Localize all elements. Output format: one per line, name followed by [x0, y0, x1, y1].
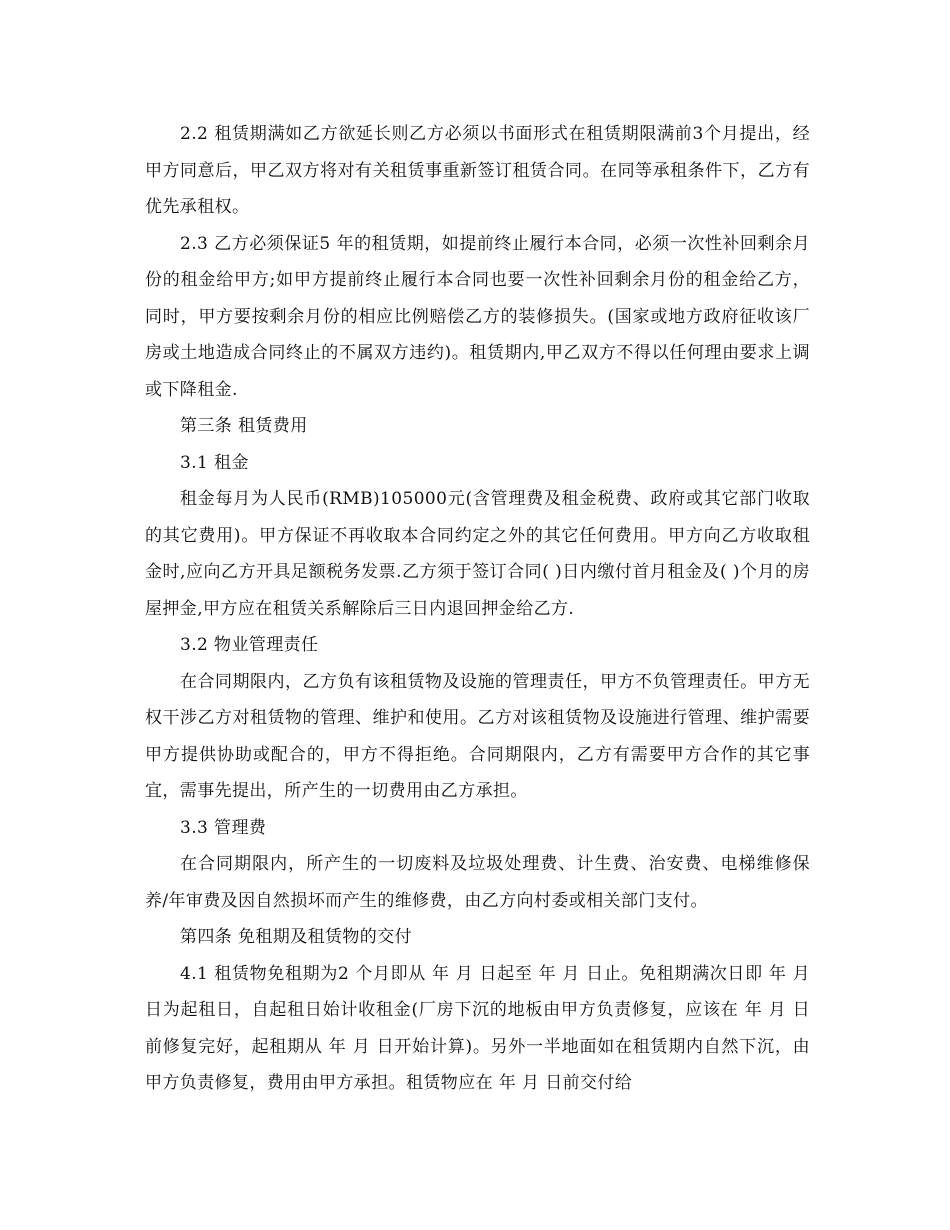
heading-article-4: 第四条 免租期及租赁物的交付: [180, 927, 413, 947]
paragraph-4-1: 4.1 租赁物免租期为2 个月即从 年 月 日起至 年 月 日止。免租期满次日即 年 月 日为起租日，自起租日始计收租金(厂房下沉的地板由甲方负责修复，应该在 年 月 日前修复完好，起租期从 年 月 日开始计算)。另外一半地面如在租赁期内自然下沉，由甲方负责修复，费用由甲方承担。租赁物应在 年 月 日前交付给: [145, 963, 810, 1093]
paragraph-management-fee: 在合同期限内，所产生的一切废料及垃圾处理费、计生费、治安费、电梯维修保养/年审费及因自然损坏而产生的维修费，由乙方向村委或相关部门支付。: [145, 854, 810, 911]
paragraph-2-3: 2.3 乙方必须保证5 年的租赁期，如提前终止履行本合同，必须一次性补回剩余月份的租金给甲方;如甲方提前终止履行本合同也要一次性补回剩余月份的租金给乙方，同时，甲方要按剩余月份的相应比例赔偿乙方的装修损失。(国家或地方政府征收该厂房或土地造成合同终止的不属双方违约)。租赁期内,甲乙双方不得以任何理由要求上调或下降租金.: [145, 233, 810, 400]
paragraph-property-management: 在合同期限内，乙方负有该租赁物及设施的管理责任，甲方不负管理责任。甲方无权干涉乙方对租赁物的管理、维护和使用。乙方对该租赁物及设施进行管理、维护需要甲方提供协助或配合的，甲方不得拒绝。合同期限内，乙方有需要甲方合作的其它事宜，需事先提出，所产生的一切费用由乙方承担。: [145, 671, 810, 801]
heading-3-1: 3.1 租金: [180, 452, 249, 473]
document-body: [145, 116, 810, 1102]
paragraph-rent: 租金每月为人民币(RMB)105000元(含管理费及租金税费、政府或其它部门收取的其它费用)。甲方保证不再收取本合同约定之外的其它任何费用。甲方向乙方收取租金时,应向乙方开具足额税务发票.乙方须于签订合同( )日内缴付首月租金及( )个月的房屋押金,甲方应在租赁关系解除后三日内退回押金给乙方.: [145, 489, 810, 619]
heading-3-2: 3.2 物业管理责任: [180, 635, 319, 655]
heading-3-3: 3.3 管理费: [180, 817, 267, 838]
heading-article-3: 第三条 租赁费用: [180, 416, 308, 436]
paragraph-2-2: 2.2 租赁期满如乙方欲延长则乙方必须以书面形式在租赁期限满前3个月提出，经甲方同意后，甲乙双方将对有关租赁事重新签订租赁合同。在同等承租条件下，乙方有优先承租权。: [145, 124, 810, 217]
